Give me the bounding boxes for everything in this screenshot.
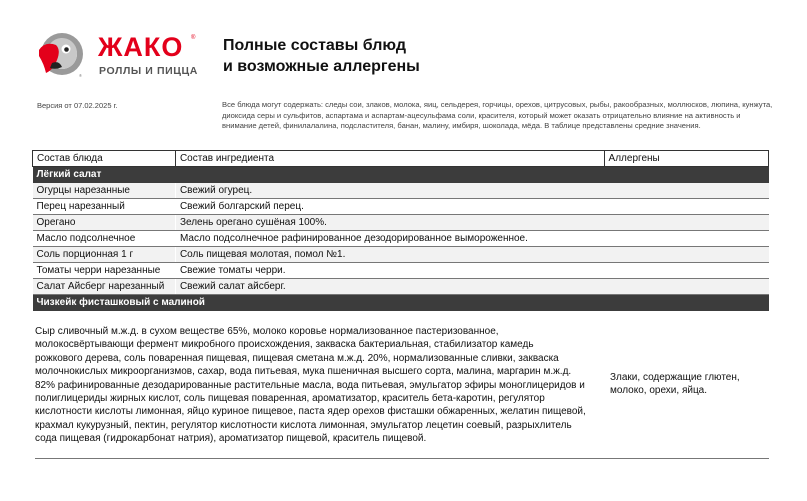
dish-cell: Огурцы нарезанные xyxy=(33,183,176,199)
section-header-row xyxy=(33,167,769,183)
ingredient-cell: Свежий огурец. xyxy=(175,183,604,199)
allergens-cell xyxy=(604,263,768,279)
table-row xyxy=(33,279,769,295)
table-row xyxy=(33,199,769,215)
column-header-ingredient: Состав ингредиента xyxy=(175,151,604,167)
svg-text:®: ® xyxy=(79,73,82,78)
ingredients-line: Сыр сливочный м.ж.д. в сухом веществе 65%, молоко коровье нормализованное пастеризованное, xyxy=(35,326,499,337)
ingredient-cell: Соль пищевая молотая, помол №1. xyxy=(175,247,604,263)
dish-cell: Перец нарезанный xyxy=(33,199,176,215)
section-title: Чизкейк фисташковый с малиной xyxy=(33,295,769,311)
table-row xyxy=(33,231,769,247)
allergen-notice: Все блюда могут содержать: следы сои, злаков, молока, яиц, сельдерея, горчицы, орехов, цитрусовых, рыбы, ракообразных, моллюсков, люпина, кунжута, диоксида серы и сульфитов, аспартама и аспартам-ацесульфама соли, красителя, который может оказать отрицательно влияние на активность и внимание детей, финилалалина, подсластителя, банан, малину, имбиря, шоколада, мёда. В таблице представлены средние значения. xyxy=(222,100,773,130)
table-header-row xyxy=(33,151,769,167)
ingredients-line: крахмал кукурузный, пектин, регулятор кислотности кислота лимонная, эмульгатор лецетин соевый, разрыхлитель xyxy=(35,419,572,431)
table-row xyxy=(33,183,769,199)
table-bottom-divider xyxy=(35,458,769,459)
table-row xyxy=(33,247,769,263)
ingredient-cell: Масло подсолнечное рафинированное дезодорированное вымороженное. xyxy=(175,231,604,247)
cheesecake-ingredients xyxy=(35,325,595,446)
allergens-cell xyxy=(604,279,768,295)
dish-cell: Орегано xyxy=(33,215,176,231)
ingredients-line: рожкового дерева, соль поваренная пищевая, пищевая сметана м.ж.д. 20%, нормализованные сливки, закваска xyxy=(35,352,559,364)
dish-cell: Томаты черри нарезанные xyxy=(33,263,176,279)
allergens-cell xyxy=(604,215,768,231)
brand-name: ЖАКО xyxy=(98,32,184,62)
parrot-logo-icon xyxy=(35,30,85,80)
allergens-cell xyxy=(604,199,768,215)
column-header-dish: Состав блюда xyxy=(33,151,176,167)
table-row xyxy=(33,263,769,279)
dish-cell: Масло подсолнечное xyxy=(33,231,176,247)
ingredients-line: сода пищевая (гидрокарбонат натрия), ароматизатор пищевой, краситель пищевой. xyxy=(35,433,427,445)
column-header-allergens: Аллергены xyxy=(604,151,768,167)
ingredient-cell: Свежий салат айсберг. xyxy=(175,279,604,295)
ingredients-line: молочнокислых микроорганизмов, сахар, вода питьевая, мука пшеничная высшего сорта, малина, маргарин м.ж.д. xyxy=(35,366,572,378)
ingredient-cell: Свежий болгарский перец. xyxy=(175,199,604,215)
ingredient-cell: Зелень орегано сушёная 100%. xyxy=(175,215,604,231)
page-title-line-1: Полные составы блюд xyxy=(223,37,407,54)
brand-subtitle: РОЛЛЫ И ПИЦЦА xyxy=(99,65,198,77)
allergens-cell xyxy=(604,231,768,247)
ingredients-line: молокосвёртывающи фермент микробного происхождения, закваска бактериальная, стабилизатор камедь xyxy=(35,339,534,351)
ingredient-cell: Свежие томаты черри. xyxy=(175,263,604,279)
brand-logo xyxy=(35,30,205,80)
dish-cell: Салат Айсберг нарезанный xyxy=(33,279,176,295)
allergens-line: молоко, орехи, яйца. xyxy=(610,385,708,397)
table-row xyxy=(33,215,769,231)
cheesecake-allergens xyxy=(610,371,770,398)
dish-cell: Соль порционная 1 г xyxy=(33,247,176,263)
allergens-cell xyxy=(604,247,768,263)
ingredients-line: кислотности кислоты лимонная, яйцо куриное пищевое, паста ядер орехов фисташки обжаренных, желатин пищевой, xyxy=(35,406,586,418)
allergens-line: Злаки, содержащие глютен, xyxy=(610,372,740,383)
version-date: Версия от 07.02.2025 г. xyxy=(37,101,118,110)
page-title-line-2: и возможные аллергены xyxy=(223,58,420,75)
allergens-cell xyxy=(604,183,768,199)
composition-table xyxy=(32,150,769,311)
registered-mark: ® xyxy=(191,35,196,41)
section-header-row xyxy=(33,295,769,311)
section-title: Лёгкий салат xyxy=(33,167,769,183)
ingredients-line: полиглицериды жирных кислот, соль пищевая поваренная, ароматизатор, краситель бета-каротин, регулятор xyxy=(35,393,545,405)
page-title xyxy=(223,35,420,77)
ingredients-line: 82% рафинированные дезодарированные растительные масла, вода питьевая, эмульгатор эфиры моноглицеридов и xyxy=(35,379,585,391)
